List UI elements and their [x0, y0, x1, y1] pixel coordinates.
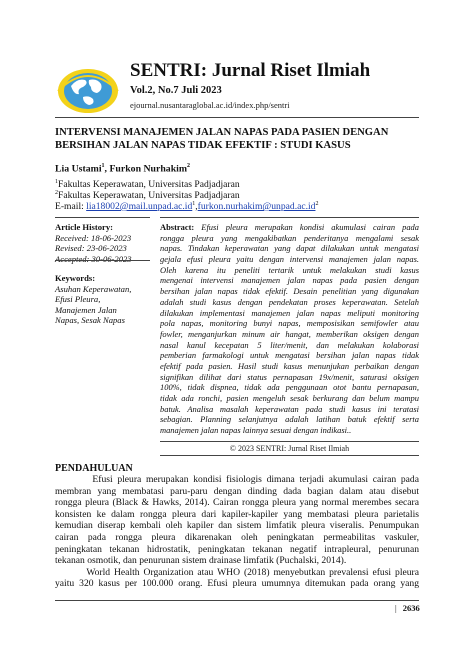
keywords-heading: Keywords:: [55, 273, 96, 283]
history-heading: Article History:: [55, 222, 113, 232]
body-line: World Health Organization atau WHO (2018) menyebutkan prevalensi efusi pleura: [55, 566, 419, 578]
keyword-item: Napas, Sesak Napas: [55, 315, 125, 325]
body-line: tekanan osmotik, dan penurunan sistem drainase limfatik (Puchalski, 2014).: [55, 555, 347, 567]
abstract-line: pola napas, monitoring bunyi napas, memposisikan semifowler atau: [160, 318, 419, 329]
journal-volume: Vol.2, No.7 Juli 2023: [130, 85, 222, 96]
revised-date: Revised: 23-06-2023: [55, 243, 127, 253]
page-number: | 2636: [395, 603, 420, 613]
keyword-item: Efusi Pleura,: [55, 294, 101, 304]
abstract-line: manajemen jalan napas lainnya sesuai dengan indikasi..: [160, 425, 352, 436]
abstract-line: pemberian farmakologi untuk mengatasi bersihan jalan napas tidak: [160, 350, 419, 361]
email-link[interactable]: furkon.nurhakim@unpad.ac.id: [197, 201, 316, 213]
body-line: konsisten ke dalam rongga pleura dari kapiler-kapiler yang membatasi pleura parietalis: [55, 508, 419, 520]
journal-url[interactable]: ejournal.nusantaraglobal.ac.id/index.php/sentri: [130, 100, 290, 110]
section-heading: PENDAHULUAN: [55, 463, 133, 474]
journal-name: SENTRI: Jurnal Riset Ilmiah: [130, 60, 371, 81]
body-line: Efusi pleura merupakan kondisi fisiologis dimana terjadi akumulasi cairan pada: [55, 474, 419, 485]
email-label: E-mail:: [55, 201, 87, 213]
abstract-line: bersihan jalan napas tidak efektif. Desain penelitian yang digunakan: [160, 286, 419, 297]
email-mark: 2: [315, 201, 319, 207]
abstract-line: adalah studi kasus dengan pendekatan proses keperawatan. Setelah: [160, 296, 419, 307]
affiliation-mark: 2: [55, 190, 58, 196]
email-mark: 1: [192, 201, 196, 207]
received-date: Received: 18-06-2023: [55, 232, 132, 243]
author-affiliation-mark: 1: [101, 163, 105, 169]
abstract-line: Abstract: Efusi pleura merupakan kondisi akumulasi cairan pada: [160, 222, 419, 232]
body-text: [55, 474, 419, 590]
abstract-line: nasal kanul kecepatan 5 liter/menit, dan melakukan kolaborasi: [160, 339, 419, 350]
abstract-line: sebagian. Planning selanjutnya adalah latihan batuk efektif serta: [160, 414, 419, 425]
abstract-line: batuk. Analisa masalah keperawatan pada studi kasus ini teratasi: [160, 403, 419, 414]
abstract-line: mengenai intervensi manajemen jalan napas pada pasien dengan: [160, 275, 419, 286]
abstract-line: dilakukan implementasi manajemen jalan napas meliputi monitoring: [160, 307, 419, 318]
abstract-label: Abstract:: [160, 222, 195, 232]
article-title-line: INTERVENSI MANAJEMEN JALAN NAPAS PADA PASIEN DENGAN: [55, 127, 389, 138]
author-name: Furkon Nurhakim: [109, 163, 188, 175]
footer-rule: [55, 600, 419, 601]
keyword-item: Manajemen Jalan: [55, 304, 117, 315]
author-name: Lia Ustami: [55, 163, 102, 175]
abstract-line: Oleh karena itu peneliti tertarik untuk melakukan studi kasus: [160, 264, 419, 275]
body-line: kemudian diserap kembali oleh kapiler dan sistem limfatik pleura viseralis. Penumpukan: [55, 520, 419, 532]
body-line: peningkatan tekanan hidrostatik, peningkatan tekanan negatif intrapleural, penurunan: [55, 543, 419, 555]
body-line: cairan pada rongga pleura dikarenakan oleh peningkatan permeabilitas vaskuler,: [55, 531, 419, 543]
copyright-notice: © 2023 SENTRI: Jurnal Riset Ilmiah: [229, 444, 350, 453]
body-line: yaitu 320 kasus per 100.000 orang. Efusi pleura umumnya ditemukan pada orang yang: [55, 578, 419, 590]
abstract-bottom-rule: [160, 441, 419, 442]
email-line: [55, 199, 318, 212]
abstract-line: efektif pada pasien. Hasil studi kasus menunjukan perbaikan dengan: [160, 360, 419, 371]
abstract-line: fowler, menganjurkan minum air hangat, memberikan oksigen dengan: [160, 328, 419, 339]
article-title: [55, 126, 420, 152]
abstract: [160, 222, 419, 436]
abstract-line: rongga pleura yang mengakibatkan penderitanya mengalami sesak: [160, 232, 419, 243]
email-link[interactable]: lia18002@mail.unpad.ac.id: [86, 201, 193, 213]
article-info-sidebar: [55, 222, 150, 326]
copyright-rule: [160, 455, 419, 456]
affiliation-text: Fakultas Keperawatan, Universitas Padjadjaran: [58, 179, 240, 191]
email-separator: ,: [195, 201, 198, 213]
keyword-item: Asuhan Keperawatan,: [55, 283, 132, 294]
accepted-date: Accepted: 30-06-2023: [55, 253, 132, 264]
abstract-line: 100%, tidak dispnea, tidak ada penggunaan otot bantu pernapasan,: [160, 382, 419, 393]
article-title-line: BERSIHAN JALAN NAPAS TIDAK EFEKTIF : STUDI KASUS: [55, 140, 351, 151]
sidebar-middle-rule: [55, 260, 150, 261]
body-line: membran yang membatasi paru-paru dengan dinding dada bagian dalam atau disebut: [55, 485, 419, 497]
abstract-line: tidak ada ronchi, pasien mengeluh sesak berkurang dan belum mampu: [160, 393, 419, 403]
body-line: rongga pleura (Black & Hawks, 2014). Cairan rongga pleura yang normal merembes secara: [55, 497, 419, 509]
abstract-line: napas. Tindakan keperawatan yang dapat dilakukan untuk mengatasi: [160, 243, 419, 254]
author-list: [55, 163, 190, 174]
header-rule: [55, 117, 419, 118]
abstract-line: signifikan dilihat dari status pernapasan 19x/menit, saturasi oksigen: [160, 371, 419, 382]
author-separator: ,: [104, 163, 110, 175]
abstract-top-rule: [160, 217, 419, 218]
page-number-value: 2636: [402, 603, 420, 613]
affiliation-text: Fakultas Keperawatan, Universitas Padjadjaran: [58, 190, 240, 202]
sidebar-top-rule: [55, 217, 150, 218]
affiliation-mark: 1: [55, 179, 58, 185]
journal-logo: [55, 66, 121, 116]
abstract-line: gejala efusi pleura yaitu dengan intervensi manajemen jalan napas.: [160, 254, 419, 265]
author-affiliation-mark: 2: [187, 163, 191, 169]
